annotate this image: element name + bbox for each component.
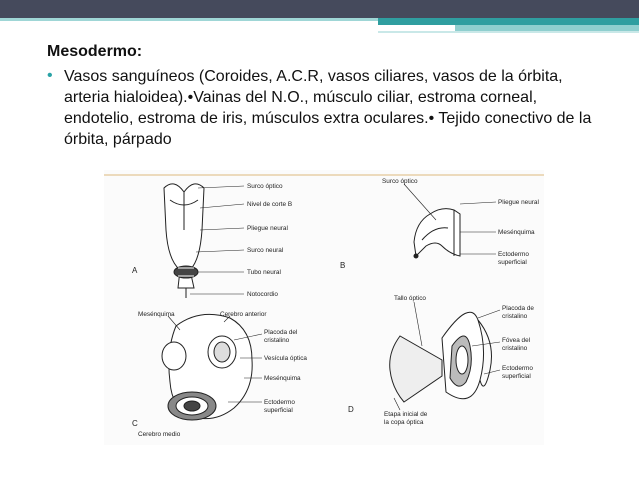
label-ectodermo-b: Ectodermo: [498, 251, 529, 258]
label-tubo-neural: Tubo neural: [247, 269, 281, 276]
bullet-text: Vasos sanguíneos (Coroides, A.C.R, vasos ciliares, vasos de la órbita, arteria hialoidea).•Vainas del N.O., músculo ciliar, estroma corneal, endotelio, estroma de iris, músculos extra oculares.• Tejido conectivo de la órbita, párpado: [64, 68, 592, 148]
label-cristalino-d2: cristalino: [502, 345, 528, 352]
label-mesenquima-c2: Mesénquima: [264, 375, 301, 382]
label-placoda-c: Placoda del: [264, 329, 298, 336]
label-surco-optico-b: Surco óptico: [382, 178, 418, 185]
label-superficial-c: superficial: [264, 407, 293, 414]
label-surco-optico-a: Surco óptico: [247, 183, 283, 190]
bullet-item: [47, 66, 607, 150]
label-cristalino-d1: cristalino: [502, 313, 528, 320]
label-surco-neural: Surco neural: [247, 247, 284, 254]
label-etapa-inicial: Etapa inicial de: [384, 411, 428, 418]
embryo-eye-figure: [104, 170, 544, 445]
label-mesenquima-b: Mesénquima: [498, 229, 535, 236]
panel-d-letter: D: [348, 405, 354, 414]
label-superficial-d: superficial: [502, 373, 531, 380]
label-ectodermo-d: Ectodermo: [502, 365, 533, 372]
label-cerebro-medio: Cerebro medio: [138, 431, 181, 438]
bullet-dot-icon: •: [47, 67, 53, 84]
slide-heading: Mesodermo:: [47, 43, 143, 60]
panel-a-letter: A: [132, 266, 138, 275]
figure-drawing: [104, 170, 544, 445]
title-bar-band: [0, 0, 639, 18]
panel-b-letter: B: [340, 261, 346, 270]
label-placoda-d: Placoda de: [502, 305, 534, 312]
label-fovea: Fóvea del: [502, 337, 531, 344]
accent-band-teal: [378, 18, 639, 25]
label-copa-optica: la copa óptica: [384, 419, 424, 426]
accent-line-right: [378, 31, 639, 33]
label-pliegue-neural-a: Pliegue neural: [247, 225, 288, 232]
label-superficial-b: superficial: [498, 259, 527, 266]
label-pliegue-neural-b: Pliegue neural: [498, 199, 539, 206]
label-nivel-corte: Nivel de corte B: [247, 201, 293, 208]
label-mesenquima-c1: Mesénquima: [138, 311, 175, 318]
label-tallo-optico: Tallo óptico: [394, 295, 426, 302]
label-notocordio: Notocordio: [247, 291, 278, 298]
label-cerebro-anterior: Cerebro anterior: [220, 311, 267, 318]
label-ectodermo-c: Ectodermo: [264, 399, 295, 406]
label-vesicula-optica: Vesícula óptica: [264, 355, 307, 362]
accent-line-left: [0, 18, 378, 21]
panel-c-letter: C: [132, 419, 138, 428]
label-cristalino-c: cristalino: [264, 337, 290, 344]
